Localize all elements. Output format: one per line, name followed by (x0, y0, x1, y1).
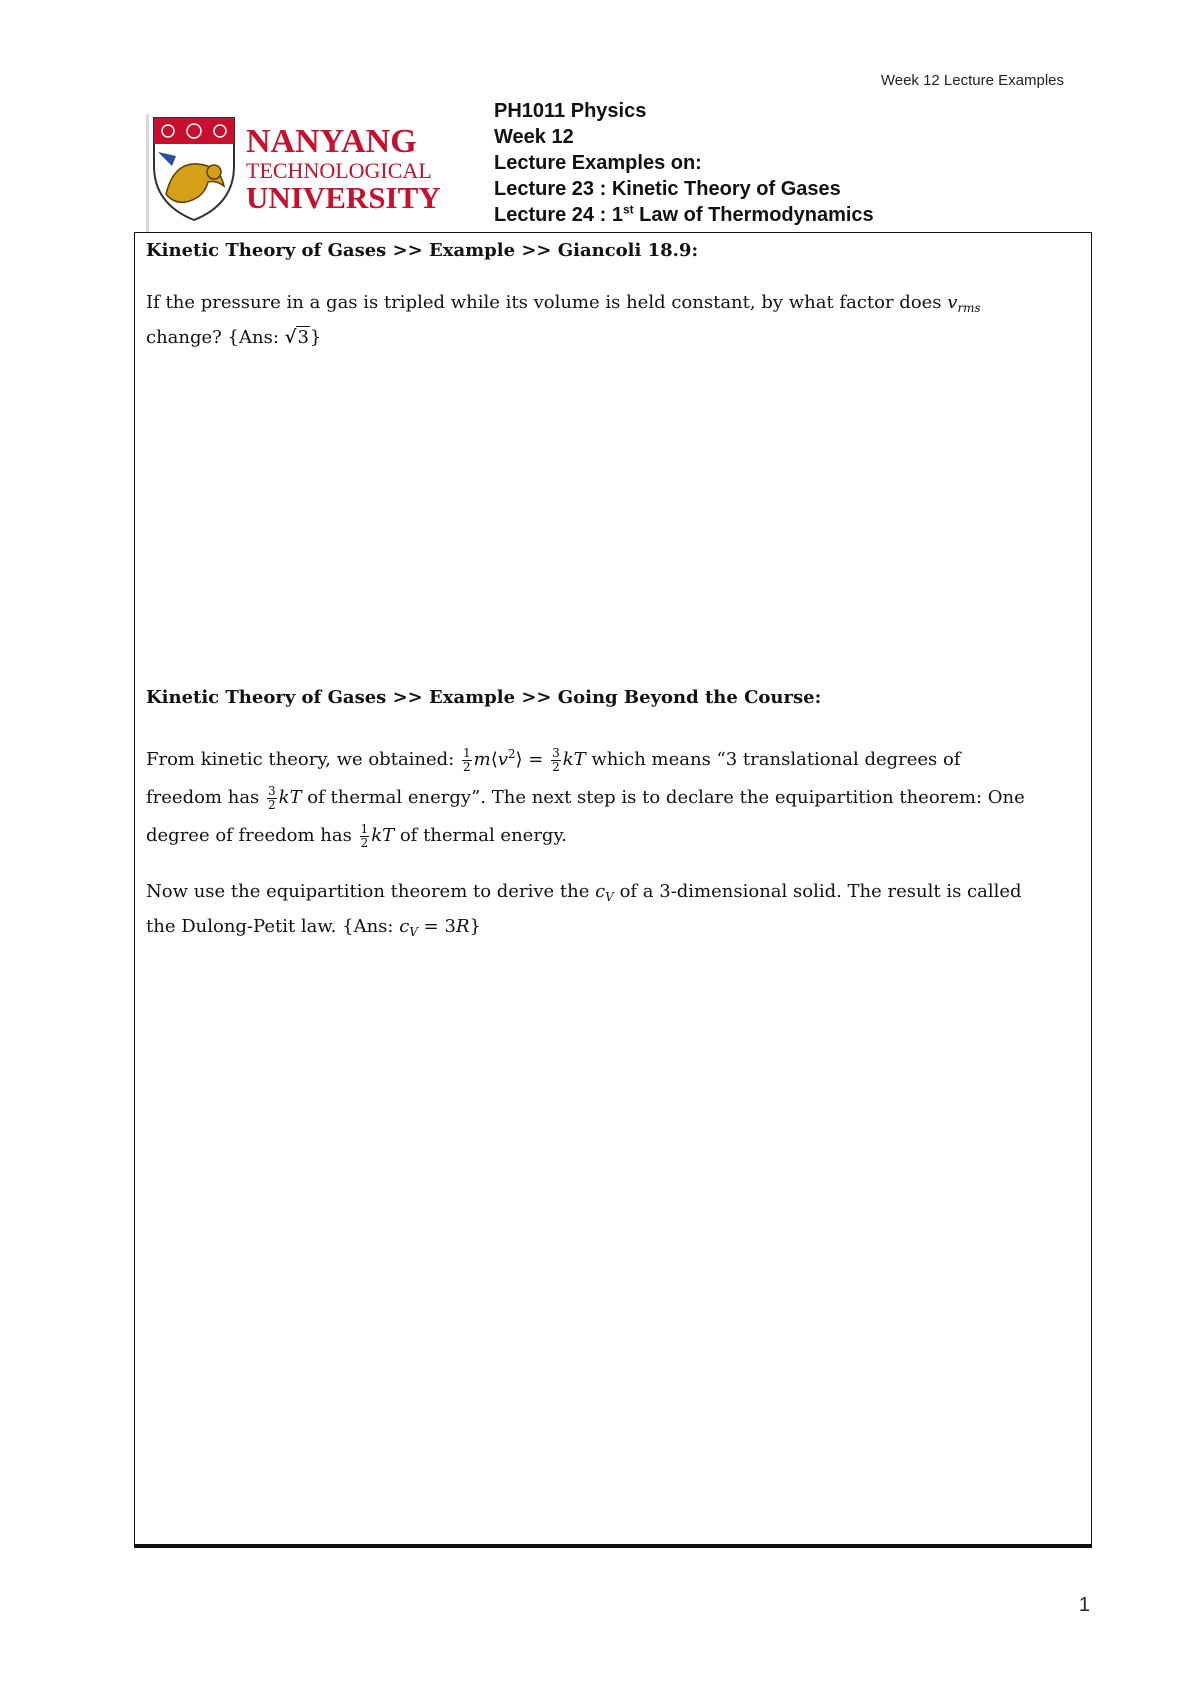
week-label: Week 12 (494, 126, 574, 148)
document-header (494, 98, 874, 228)
logo-line1: NANYANG (246, 123, 417, 160)
logo-line2: TECHNOLOGICAL (246, 158, 432, 183)
ntu-crest-icon (154, 118, 234, 220)
running-head: Week 12 Lecture Examples (880, 72, 1064, 89)
example-heading: Kinetic Theory of Gases >> Example >> Going Beyond the Course: (146, 687, 822, 708)
course-title: PH1011 Physics (494, 100, 647, 122)
example-question: If the pressure in a gas is tripled while its volume is held constant, by what factor does $v_{rms}$ change? {Ans: √3} (146, 292, 981, 348)
page-number: 1 (1078, 1594, 1090, 1616)
kinetic-theory-paragraph: From kinetic theory, we obtained: $\frac{1}{2}$ $m⟨v^2⟩$ = $\frac{3}{2}$ kT which means “3 translational degrees of freedom has $\frac{3}{2}$ kT of thermal energy”. The next step is to declare the equipartition theorem: One degree of freedom has $\frac{1}{2}$ kT of thermal energy. (146, 745, 1025, 850)
equipartition-question: Now use the equipartition theorem to derive the $c_V$ of a 3-dimensional solid. The result is called the Dulong-Petit law. {Ans: $c_V = 3R$} (146, 881, 1022, 939)
fraction-three-halves: $\frac{3}{2}$ (268, 783, 276, 812)
fraction-three-halves: $\frac{3}{2}$ (552, 745, 560, 774)
fraction-one-half: $\frac{1}{2}$ (360, 821, 369, 850)
lecture-24-title: Lecture 24 : 1st Law of Thermodynamics (494, 202, 874, 226)
example-heading: Kinetic Theory of Gases >> Example >> Giancoli 18.9: (146, 240, 699, 261)
example-giancoli (146, 236, 1066, 353)
fraction-one-half: $\frac{1}{2}$ (462, 745, 471, 774)
example-going-beyond (146, 683, 1066, 947)
logo-line3: UNIVERSITY (246, 180, 441, 215)
lecture-23-title: Lecture 23 : Kinetic Theory of Gases (494, 178, 841, 200)
examples-on-label: Lecture Examples on: (494, 152, 702, 174)
ntu-logo (146, 112, 446, 224)
